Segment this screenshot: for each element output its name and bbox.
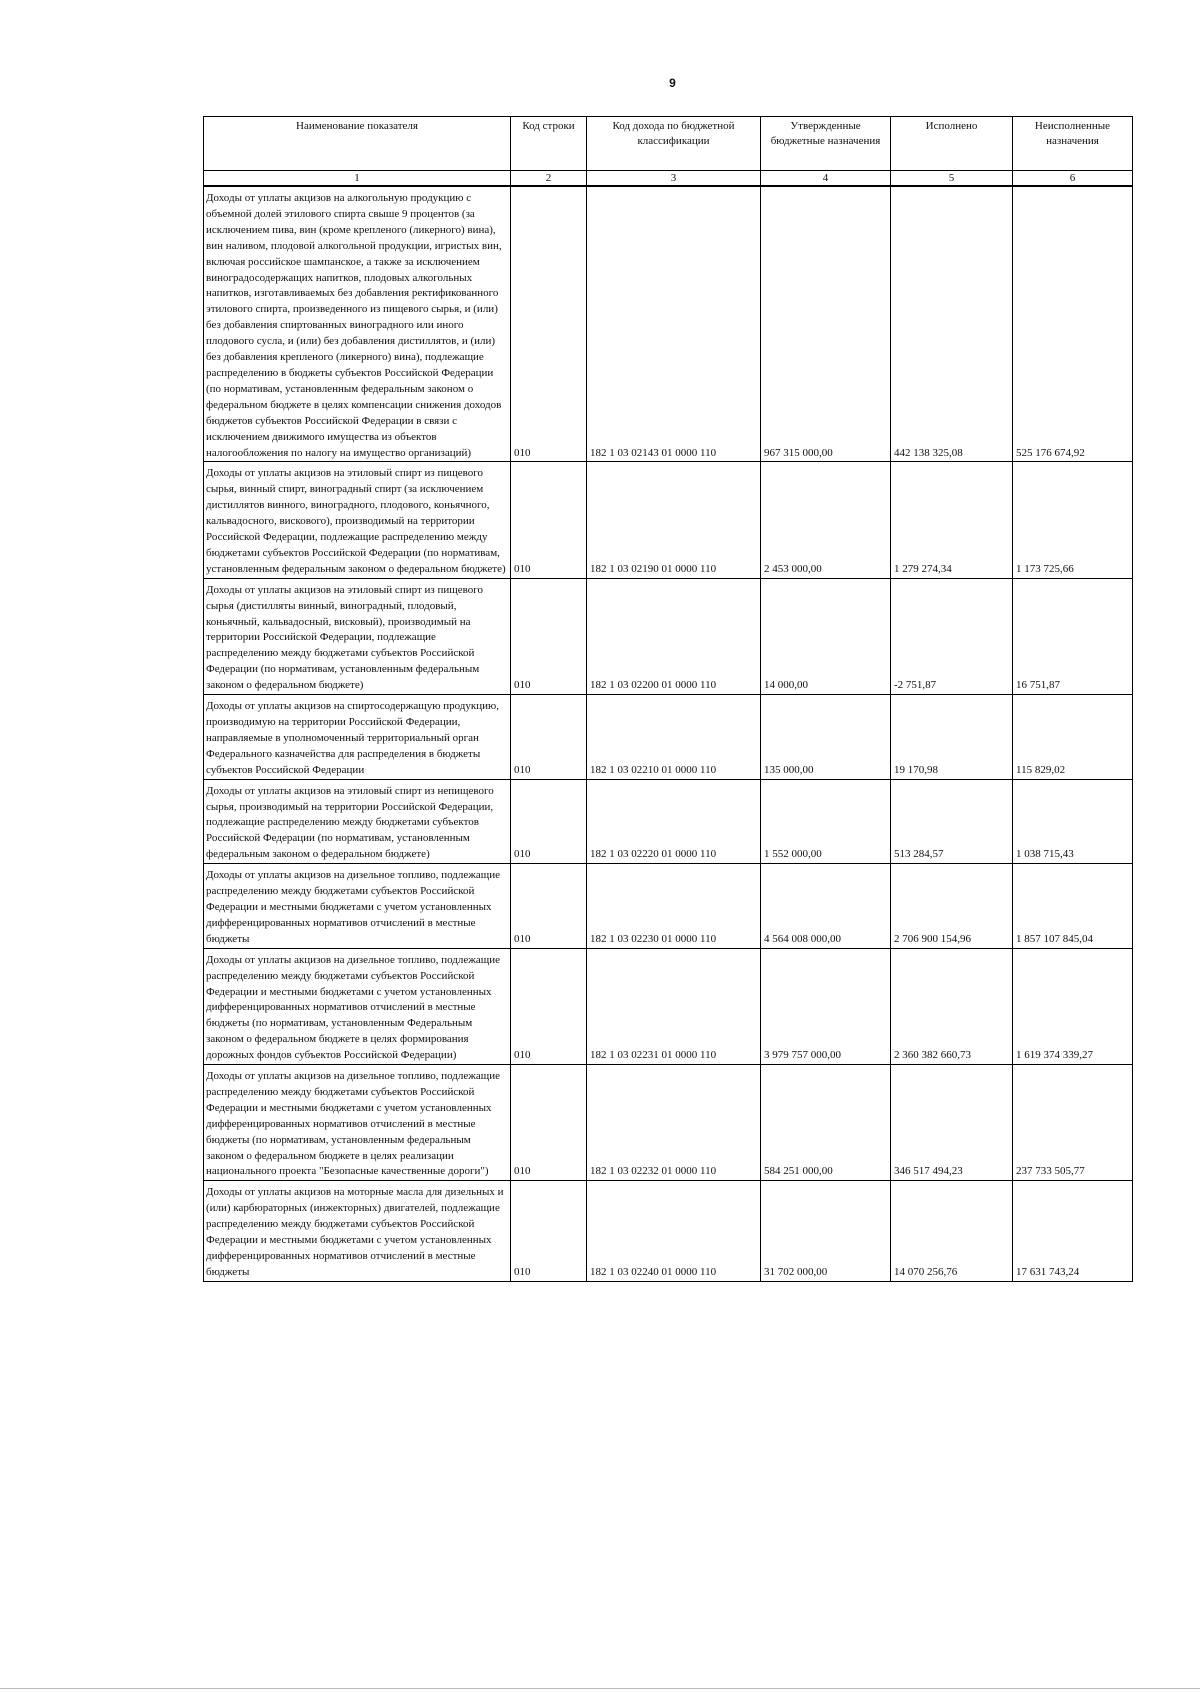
income-code: 182 1 03 02230 01 0000 110	[587, 864, 761, 949]
table-header-row	[204, 117, 1133, 171]
line-code: 010	[511, 462, 587, 578]
approved-amount: 967 315 000,00	[761, 186, 891, 462]
approved-amount: 584 251 000,00	[761, 1065, 891, 1181]
table-row	[204, 864, 1133, 949]
indicator-name: Доходы от уплаты акцизов на алкогольную продукцию с объемной долей этилового спирта свыше 9 процентов (за исключением пива, вин (кроме крепленого (ликерного) вина), вин наливом, плодовой алкогольной продукции, игристых вин, включая российское шампанское, а также за исключением виноградосодержащих напитков, плодовых алкогольных напитков, изготавливаемых без добавления ректификованного этилового спирта, произведенного из пищевого сырья, и (или) без добавления спиртованных виноградного или иного плодового сусла, и (или) без добавления дистиллятов, и (или) без добавления крепленого (ликерного) вина), подлежащие распределению в бюджеты субъектов Российской Федерации (по нормативам, установленным федеральным законом о федеральном бюджете в целях компенсации снижения доходов бюджетов субъектов Российской Федерации в связи с исключением движимого имущества из объектов налогообложения по налогу на имущество организаций)	[204, 186, 511, 462]
line-code: 010	[511, 578, 587, 694]
indicator-name: Доходы от уплаты акцизов на дизельное топливо, подлежащие распределению между бюджетами субъектов Российской Федерации и местными бюджетами с учетом установленных дифференцированных нормативов отчислений в местные бюджеты (по нормативам, установленным федеральным законом о федеральном бюджете в целях реализации национального проекта "Безопасные качественные дороги")	[204, 1065, 511, 1181]
executed-amount: 346 517 494,23	[891, 1065, 1013, 1181]
header-unexecuted: Неисполненные назначения	[1013, 117, 1133, 171]
column-number: 6	[1013, 171, 1133, 187]
line-code: 010	[511, 1181, 587, 1281]
column-number: 3	[587, 171, 761, 187]
unexecuted-amount: 237 733 505,77	[1013, 1065, 1133, 1181]
header-income-code: Код дохода по бюджетной классификации	[587, 117, 761, 171]
table-row	[204, 1181, 1133, 1281]
approved-amount: 14 000,00	[761, 578, 891, 694]
income-code: 182 1 03 02231 01 0000 110	[587, 948, 761, 1064]
line-code: 010	[511, 1065, 587, 1181]
table-row	[204, 948, 1133, 1064]
income-code: 182 1 03 02143 01 0000 110	[587, 186, 761, 462]
executed-amount: 2 706 900 154,96	[891, 864, 1013, 949]
indicator-name: Доходы от уплаты акцизов на дизельное топливо, подлежащие распределению между бюджетами субъектов Российской Федерации и местными бюджетами с учетом установленных дифференцированных нормативов отчислений в местные бюджеты	[204, 864, 511, 949]
approved-amount: 4 564 008 000,00	[761, 864, 891, 949]
approved-amount: 3 979 757 000,00	[761, 948, 891, 1064]
approved-amount: 2 453 000,00	[761, 462, 891, 578]
header-line-code: Код строки	[511, 117, 587, 171]
unexecuted-amount: 17 631 743,24	[1013, 1181, 1133, 1281]
table-row	[204, 186, 1133, 462]
unexecuted-amount: 1 173 725,66	[1013, 462, 1133, 578]
page-number: 9	[669, 76, 676, 90]
line-code: 010	[511, 779, 587, 864]
indicator-name: Доходы от уплаты акцизов на этиловый спирт из непищевого сырья, производимый на территории Российской Федерации, подлежащие распределению между бюджетами субъектов Российской Федерации (по нормативам, установленным федеральным законом о федеральном бюджете)	[204, 779, 511, 864]
column-number-row	[204, 171, 1133, 187]
income-code: 182 1 03 02232 01 0000 110	[587, 1065, 761, 1181]
column-number: 4	[761, 171, 891, 187]
approved-amount: 1 552 000,00	[761, 779, 891, 864]
approved-amount: 135 000,00	[761, 695, 891, 780]
column-number: 2	[511, 171, 587, 187]
income-code: 182 1 03 02210 01 0000 110	[587, 695, 761, 780]
indicator-name: Доходы от уплаты акцизов на дизельное топливо, подлежащие распределению между бюджетами субъектов Российской Федерации и местными бюджетами с учетом установленных дифференцированных нормативов отчислений в местные бюджеты (по нормативам, установленным Федеральным законом о федеральном бюджете в целях формирования дорожных фондов субъектов Российской Федерации)	[204, 948, 511, 1064]
line-code: 010	[511, 864, 587, 949]
executed-amount: 513 284,57	[891, 779, 1013, 864]
approved-amount: 31 702 000,00	[761, 1181, 891, 1281]
header-indicator-name: Наименование показателя	[204, 117, 511, 171]
table-row	[204, 578, 1133, 694]
unexecuted-amount: 1 857 107 845,04	[1013, 864, 1133, 949]
indicator-name: Доходы от уплаты акцизов на этиловый спирт из пищевого сырья (дистилляты винный, виноградный, плодовый, коньячный, кальвадосный, висковый), производимый на территории Российской Федерации, подлежащие распределению между бюджетами субъектов Российской Федерации (по нормативам, установленным федеральным законом о федеральном бюджете)	[204, 578, 511, 694]
line-code: 010	[511, 948, 587, 1064]
executed-amount: 2 360 382 660,73	[891, 948, 1013, 1064]
indicator-name: Доходы от уплаты акцизов на спиртосодержащую продукцию, производимую на территории Российской Федерации, направляемые в уполномоченный территориальный орган Федерального казначейства для распределения в бюджеты субъектов Российской Федерации	[204, 695, 511, 780]
executed-amount: -2 751,87	[891, 578, 1013, 694]
income-code: 182 1 03 02220 01 0000 110	[587, 779, 761, 864]
executed-amount: 442 138 325,08	[891, 186, 1013, 462]
table-row	[204, 779, 1133, 864]
indicator-name: Доходы от уплаты акцизов на моторные масла для дизельных и (или) карбюраторных (инжекторных) двигателей, подлежащие распределению между бюджетами субъектов Российской Федерации и местными бюджетами с учетом установленных дифференцированных нормативов отчислений в местные бюджеты	[204, 1181, 511, 1281]
line-code: 010	[511, 695, 587, 780]
income-code: 182 1 03 02200 01 0000 110	[587, 578, 761, 694]
unexecuted-amount: 1 038 715,43	[1013, 779, 1133, 864]
executed-amount: 14 070 256,76	[891, 1181, 1013, 1281]
budget-income-table	[203, 116, 1133, 1282]
page-bottom-edge	[0, 1688, 1200, 1689]
table-row	[204, 462, 1133, 578]
executed-amount: 19 170,98	[891, 695, 1013, 780]
unexecuted-amount: 525 176 674,92	[1013, 186, 1133, 462]
indicator-name: Доходы от уплаты акцизов на этиловый спирт из пищевого сырья, винный спирт, виноградный спирт (за исключением дистиллятов винного, виноградного, плодового, коньячного, кальвадосного, вискового), производимый на территории Российской Федерации, подлежащие распределению между бюджетами субъектов Российской Федерации (по нормативам, установленным федеральным законом о федеральном бюджете)	[204, 462, 511, 578]
unexecuted-amount: 1 619 374 339,27	[1013, 948, 1133, 1064]
unexecuted-amount: 115 829,02	[1013, 695, 1133, 780]
column-number: 1	[204, 171, 511, 187]
header-approved: Утвержденные бюджетные назначения	[761, 117, 891, 171]
income-code: 182 1 03 02240 01 0000 110	[587, 1181, 761, 1281]
table-row	[204, 695, 1133, 780]
header-executed: Исполнено	[891, 117, 1013, 171]
table-row	[204, 1065, 1133, 1181]
unexecuted-amount: 16 751,87	[1013, 578, 1133, 694]
column-number: 5	[891, 171, 1013, 187]
executed-amount: 1 279 274,34	[891, 462, 1013, 578]
line-code: 010	[511, 186, 587, 462]
income-code: 182 1 03 02190 01 0000 110	[587, 462, 761, 578]
